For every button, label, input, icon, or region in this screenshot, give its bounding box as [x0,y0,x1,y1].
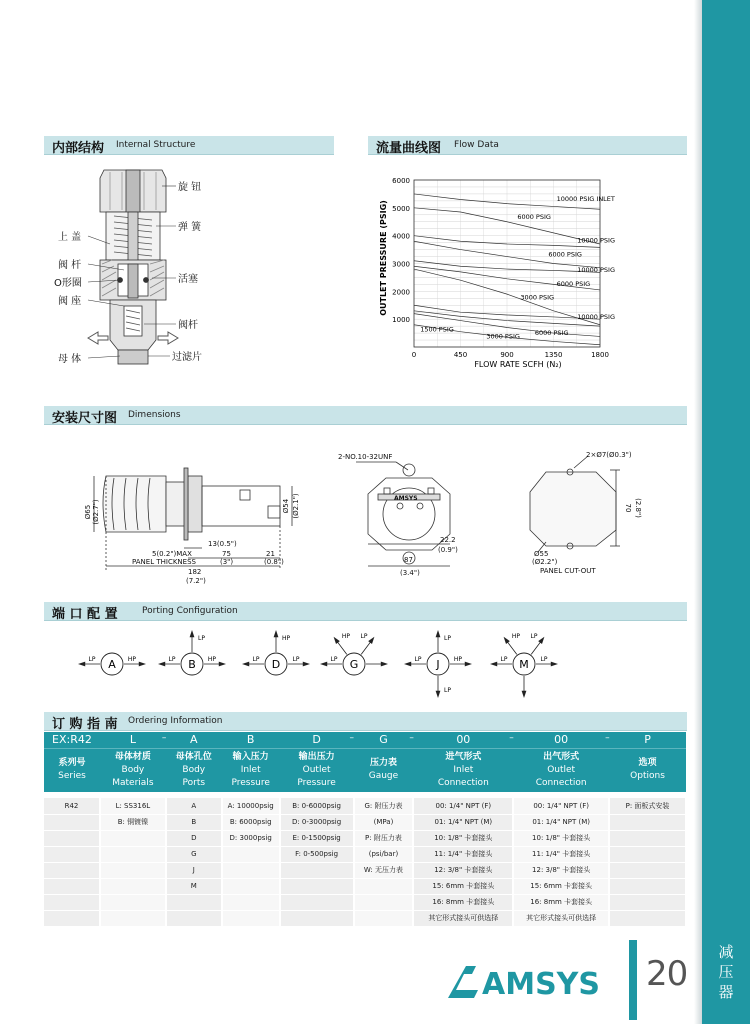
order-data-cell: D: 3000psig [222,830,280,846]
section-title-zh: 安装尺寸图 [52,411,118,426]
order-data-cell: G: 附压力表 [354,798,414,814]
order-data-cell: 11: 1/4" 卡套接头 [513,846,609,862]
chart-curve-label: 10000 PSIG INLET [556,194,615,203]
port-arrowhead-icon [522,691,527,698]
order-data-cell: 其它形式接头可供选择 [413,910,513,926]
order-header-line: 出气形式 [543,751,580,762]
order-data-cell [609,878,686,894]
order-data-cell: 01: 1/4" NPT (M) [413,814,513,830]
port-arrowhead-icon [158,662,165,667]
section-title-en: Internal Structure [116,140,196,150]
logo-text: AMSYS [482,967,601,1002]
chart-y-tick: 4000 [392,232,410,241]
order-data-cell [609,830,686,846]
port-letter: D [271,658,281,671]
order-data-cell: P: 附压力表 [354,830,414,846]
order-header-line: Pressure [231,777,270,788]
port-config-A [78,653,146,675]
dim-5max: 5(0.2")MAX [152,550,192,558]
port-letter: B [188,658,196,671]
port-label: HP [453,656,463,663]
port-arrowhead-icon [78,662,85,667]
chart-x-tick: 0 [411,351,417,359]
order-data-cell [44,894,100,910]
order-code-row [44,732,686,748]
order-header-line: Outlet [302,764,331,775]
chart-x-tick: 1350 [544,351,563,359]
dim-21-inch: (0.8") [264,558,284,566]
order-data-cell [280,878,354,894]
port-arrowhead-icon [436,691,441,698]
dim-dia55: Ø55 [534,550,549,558]
order-data-cell [222,862,280,878]
port-arrowhead-icon [334,637,340,644]
order-data-cell: M [166,878,222,894]
order-header-cell [354,748,414,792]
order-header-line: Inlet [453,764,474,775]
order-data-cell: R42 [44,798,100,814]
order-header-cell [609,748,686,792]
port-letter: M [519,658,529,671]
order-code-cell: EX:R42 [52,733,92,747]
order-data-cell: B: 铜镀镍 [100,814,166,830]
dim-13: 13(0.5") [208,540,237,548]
order-data-cell [222,878,280,894]
order-data-cell [166,910,222,926]
dim-dia65-inch: (Ø2.7") [92,499,100,525]
label-stem: 阀 杆 [58,260,82,271]
order-data-cell: D: 0-3000psig [280,814,354,830]
order-header-line: 系列号 [58,758,86,769]
port-label: LP [88,656,96,663]
section-porting [44,602,687,621]
section-title-en: Porting Configuration [142,606,238,616]
label-oring: O形圈 [54,278,82,289]
order-code-dash: – [509,733,514,744]
order-data-cell: P: 面板式安装 [609,798,686,814]
port-config-G [320,633,388,675]
label-knob: 旋 钮 [178,182,202,193]
order-data-cell [280,910,354,926]
order-data-cell [222,846,280,862]
inlet-arrow-icon [88,332,108,344]
chart-curve-label: 6000 PSIG [556,279,591,288]
order-data-cell: F: 0-500psig [280,846,354,862]
order-data-cell [100,894,166,910]
sidebar [702,0,750,1024]
section-flow-data [368,136,687,155]
port-arrowhead-icon [303,662,310,667]
port-label: LP [198,635,205,642]
dim-70: 70 [624,503,632,513]
order-data-cell [100,910,166,926]
label-seat: 阀 座 [58,296,82,307]
order-data-row [44,894,686,910]
side-view-dimension-drawing [80,440,310,590]
order-data-cell: B: 6000psig [222,814,280,830]
order-header-line: Connection [535,777,587,788]
order-data-cell: E: 0-1500psig [280,830,354,846]
port-config-J [404,630,472,698]
chart-x-tick: 900 [500,351,514,359]
port-config-B [158,630,226,675]
label-body: 母 体 [58,354,82,365]
page-number: 20 [646,954,688,994]
dim-75: 75 [222,550,231,558]
order-data-cell [354,878,414,894]
dim-182-inch: (7.2") [186,577,206,585]
port-arrowhead-icon [465,662,472,667]
port-arrowhead-icon [490,662,497,667]
chart-curve-label: 10000 PSIG [577,265,616,274]
dim-holes: 2×Ø7(Ø0.3") [586,451,632,459]
port-label: LP [292,656,300,663]
order-code-dash: – [409,733,414,744]
order-data-cell [44,862,100,878]
sidebar-char: 减 [718,943,734,961]
port-arrowhead-icon [368,637,374,644]
port-letter: A [108,658,116,671]
order-code-cell: B [246,733,255,747]
order-code-cell: 00 – [509,733,569,747]
chart-y-tick: 5000 [392,204,410,213]
order-data-cell: J [166,862,222,878]
order-data-cell [100,862,166,878]
chart-x-axis-label: FLOW RATE SCFH (N₂) [474,360,562,369]
order-data-cell [280,862,354,878]
section-title-zh: 内部结构 [52,141,105,156]
port-arrowhead-icon [190,630,195,637]
port-arrowhead-icon [381,662,388,667]
section-title-zh: 端 口 配 置 [52,607,118,622]
order-code-dash: – [161,733,167,744]
section-title-zh: 订 购 指 南 [52,717,118,732]
port-letter: G [349,658,359,671]
order-data-cell [166,894,222,910]
order-data-cell: W: 无压力表 [354,862,414,878]
port-label: LP [530,633,538,640]
chart-curve-label: 10000 PSIG [577,236,616,245]
port-arrowhead-icon [551,662,558,667]
port-arrowhead-icon [504,637,510,644]
order-data-cell [354,910,414,926]
port-label: HP [282,635,291,642]
page-divider [629,940,637,1020]
order-data-cell: A [166,798,222,814]
order-data-cell [100,830,166,846]
chart-y-tick: 3000 [392,260,410,269]
chart-y-tick: 6000 [392,177,410,185]
order-header-cell [44,748,100,792]
port-label: LP [252,656,260,663]
section-title-zh: 流量曲线图 [376,141,442,156]
order-header-line: 选项 [638,758,657,769]
dim-22-inch: (0.9") [438,546,458,554]
chart-curve-label: 10000 PSIG [577,313,616,322]
order-code-dash: – [605,733,610,744]
order-data-cell [609,814,686,830]
chart-x-tick: 1800 [591,351,609,359]
order-header-line: Outlet [547,764,576,775]
order-data-cell [222,894,280,910]
sidebar-category-label [708,942,744,1002]
dim-dia54-inch: (Ø2.1") [292,493,300,519]
dim-dia54: Ø54 [282,498,290,514]
port-arrowhead-icon [139,662,146,667]
sidebar-char: 压 [718,963,734,981]
order-data-cell [100,846,166,862]
dim-75-inch: (3") [220,558,234,566]
port-label: LP [330,656,338,663]
order-data-row [44,830,686,846]
order-header-cell [166,748,222,792]
port-label: LP [444,635,451,642]
order-header-line: Series [58,771,86,782]
section-title-en: Dimensions [128,410,181,420]
order-header-line: Materials [112,777,154,788]
order-code-cell: G – [349,733,388,747]
port-arrowhead-icon [219,662,226,667]
port-label: HP [341,633,351,640]
order-header-line: 母体孔位 [175,751,212,762]
order-data-cell [44,910,100,926]
order-header-line: Inlet [240,764,261,775]
order-data-cell: (psi/bar) [354,846,414,862]
order-data-cell: 15: 6mm 卡套接头 [413,878,513,894]
port-arrowhead-icon [404,662,411,667]
order-data-cell: 00: 1/4" NPT (F) [413,798,513,814]
port-label: LP [168,656,176,663]
order-header-cell [513,748,609,792]
dim-panel-thickness: PANEL THICKNESS [132,558,196,566]
order-data-cell: 11: 1/4" 卡套接头 [413,846,513,862]
port-label: HP [127,656,137,663]
order-header-cell [280,748,354,792]
label-cover: 上 盖 [58,232,82,243]
port-label: HP [207,656,217,663]
port-arrowhead-icon [274,630,279,637]
order-data-cell: B [166,814,222,830]
sidebar-shadow [694,0,702,1024]
order-data-cell: 12: 3/8" 卡套接头 [513,862,609,878]
dim-22: 22.2 [440,536,456,544]
label-spring: 弹 簧 [178,222,202,233]
order-data-row [44,910,686,926]
amsys-logo [442,958,622,1002]
order-header-line: 进气形式 [445,751,482,762]
order-data-cell: G [166,846,222,862]
outlet-arrow-icon [158,332,178,344]
section-dimensions [44,406,687,425]
order-data-row [44,798,686,814]
front-view-dimension-drawing [336,448,486,584]
order-code-cell: D [312,733,321,747]
chart-curve-label: 3000 PSIG [486,332,520,341]
order-data-cell [44,814,100,830]
order-header-cell [100,748,166,792]
port-label: LP [444,687,451,694]
port-arrowhead-icon [242,662,249,667]
order-header-cell [222,748,280,792]
port-config-M [490,633,558,698]
order-header-line: Body [121,764,145,775]
port-label: LP [500,656,508,663]
logo-mark-icon [448,966,478,998]
ordering-table [44,732,687,927]
chart-curve-label: 1500 PSIG [420,325,454,334]
order-header-row [44,748,686,792]
order-data-cell [100,878,166,894]
order-data-cell: 15: 6mm 卡套接头 [513,878,609,894]
order-header-line: 输入压力 [232,751,269,762]
order-data-cell: L: SS316L [100,798,166,814]
port-arrowhead-icon [538,637,544,644]
port-arrowhead-icon [436,630,441,637]
port-label: LP [540,656,548,663]
port-label: HP [511,633,521,640]
order-header-line: Ports [182,777,206,788]
dim-182: 182 [188,568,202,576]
order-data-row [44,814,686,830]
order-data-cell: 16: 8mm 卡套接头 [513,894,609,910]
order-data-row [44,846,686,862]
order-data-row [44,878,686,894]
chart-curve-label: 6000 PSIG [517,212,551,221]
cutout-label: PANEL CUT-OUT [540,567,596,575]
porting-configurations [44,624,687,706]
label-piston: 活塞 [178,274,198,285]
port-arrowhead-icon [320,662,327,667]
chart-curve-label: 6000 PSIG [548,250,582,259]
order-data-cell [44,878,100,894]
order-data-cell: B: 0-6000psig [280,798,354,814]
order-data-cell [609,910,686,926]
order-data-cell: (MPa) [354,814,414,830]
section-title-en: Ordering Information [128,716,223,726]
chart-curve-label: 3000 PSIG [520,293,555,302]
order-data-cell: A: 10000psig [222,798,280,814]
port-config-D [242,630,310,675]
order-header-line: Pressure [297,777,336,788]
dim-dia55-inch: (Ø2.2") [532,558,558,566]
order-data-cell [609,894,686,910]
order-data-cell [280,894,354,910]
order-data-cell [609,846,686,862]
order-header-cell [413,748,513,792]
panel-cutout-drawing [520,448,660,578]
label-filter: 过滤片 [172,352,202,363]
internal-structure-diagram [44,160,334,380]
knob-brand-text: AMSYS [394,495,418,502]
dim-dia65: Ø65 [84,504,92,520]
port-letter: J [436,658,440,671]
port-label: LP [414,656,422,663]
flow-data-chart [368,160,688,380]
order-data-cell: 16: 8mm 卡套接头 [413,894,513,910]
order-data-cell: 12: 3/8" 卡套接头 [413,862,513,878]
order-header-line: 母体材质 [114,751,151,762]
order-header-line: Body [182,764,206,775]
order-data-cell: D [166,830,222,846]
port-label: LP [360,633,368,640]
section-title-en: Flow Data [454,140,499,150]
order-data-cell [44,830,100,846]
order-header-line: Options [630,771,665,782]
order-data-cell: 10: 1/8" 卡套接头 [413,830,513,846]
order-header-line: Gauge [368,771,399,782]
order-header-line: 输出压力 [298,751,335,762]
order-header-line: 压力表 [369,758,397,769]
dim-thread: 2-NO.10-32UNF [338,453,393,461]
order-header-line: Connection [437,777,489,788]
order-data-row [44,862,686,878]
dim-21: 21 [266,550,275,558]
dim-87-inch: (3.4") [400,569,420,577]
order-data-cell: 00: 1/4" NPT (F) [513,798,609,814]
order-data-cell: 其它形式接头可供选择 [513,910,609,926]
chart-curve-label: 6000 PSIG [534,329,569,338]
order-data-cell [609,862,686,878]
chart-x-tick: 450 [453,351,468,359]
sidebar-char: 器 [718,983,734,1001]
section-ordering [44,712,687,731]
chart-y-tick: 2000 [392,288,410,297]
order-data-cell [44,846,100,862]
section-internal-structure [44,136,334,155]
order-data-cell: 01: 1/4" NPT (M) [513,814,609,830]
dim-70-inch: (2.8") [634,498,642,518]
order-data-cell [354,894,414,910]
order-data-cell [222,910,280,926]
chart-y-axis-label: OUTLET PRESSURE (PSIG) [379,200,388,316]
dim-87: 87 [404,556,413,564]
order-code-cell: A – [161,733,198,747]
order-data-cell: 10: 1/8" 卡套接头 [513,830,609,846]
chart-y-tick: 1000 [392,316,410,325]
order-code-cell: P – [605,733,651,747]
order-code-cell: 00 – [409,733,471,747]
label-stem-lower: 阀杆 [178,320,198,331]
order-code-dash: – [349,733,355,744]
order-code-cell: L [129,733,136,747]
